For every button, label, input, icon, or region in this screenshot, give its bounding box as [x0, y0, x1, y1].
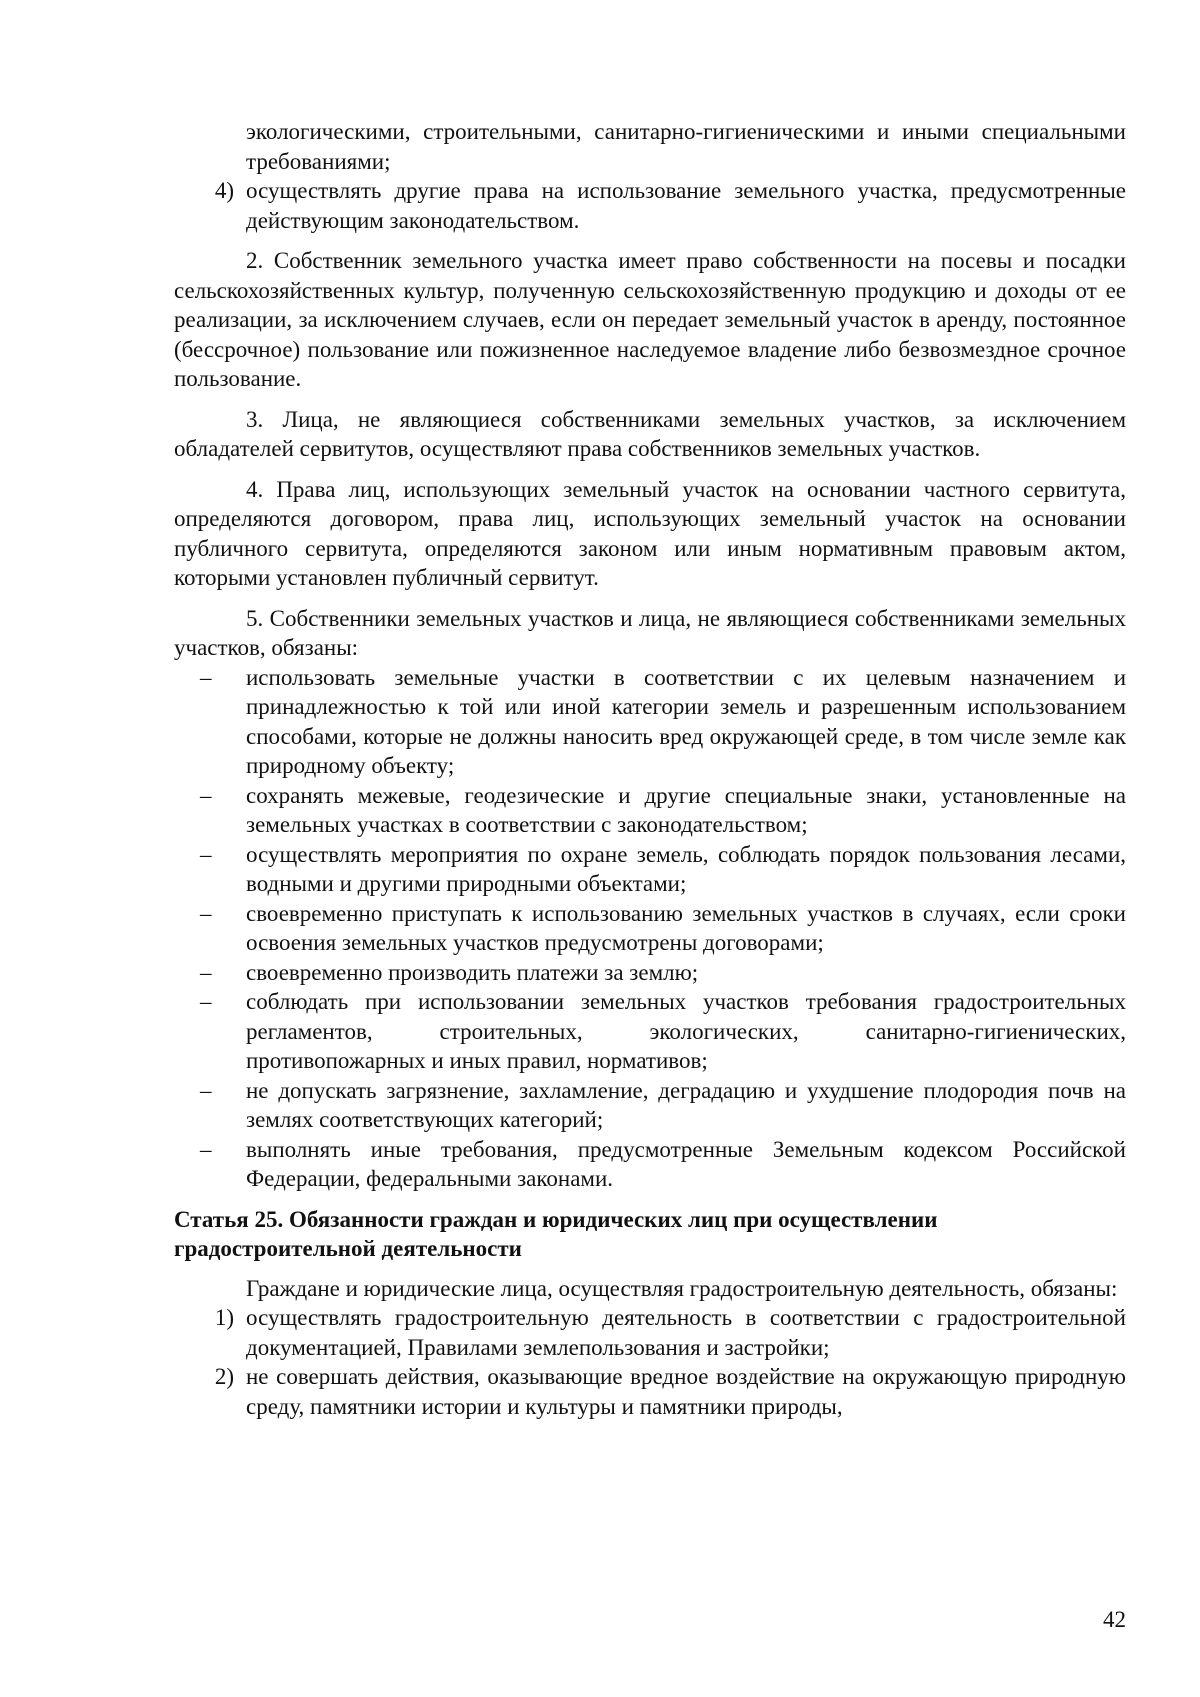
list-marker: 1) [214, 1305, 234, 1330]
dash-marker: – [200, 989, 212, 1014]
dash-marker: – [200, 900, 212, 926]
list-item-text: осуществлять другие права на использование земельного участка, предусмотренные действующим законодательством. [246, 178, 1126, 233]
obligation-item [174, 663, 1126, 781]
page-number: 42 [1103, 1607, 1126, 1632]
paragraph-4 [174, 475, 1126, 593]
dash-marker: – [200, 664, 212, 690]
dash-marker: – [200, 841, 212, 867]
dash-marker: – [200, 782, 212, 808]
obligation-text: своевременно приступать к использованию земельных участков в случаях, если сроки освоения земельных участков предусмотрены договорами; [246, 900, 1126, 955]
list-item-text: не совершать действия, оказывающие вредное воздействие на окружающую природную среду, памятники истории и культуры и памятники природы, [246, 1364, 1126, 1419]
page-content [174, 117, 1126, 1432]
obligation-text: выполнять иные требования, предусмотренные Земельным кодексом Российской Федерации, федеральными законами. [246, 1136, 1126, 1191]
article-25-item-1 [174, 1303, 1126, 1362]
article-25-heading: Статья 25. Обязанности граждан и юридических лиц при осуществлении градостроительной деятельности [174, 1206, 938, 1261]
obligation-text: не допускать загрязнение, захламление, деградацию и ухудшение плодородия почв на землях соответствующих категорий; [246, 1077, 1126, 1132]
dash-marker: – [200, 1077, 212, 1103]
obligation-item [174, 1135, 1126, 1194]
list-item-continuation: экологическими, строительными, санитарно-гигиеническими и иными специальными требованиями; [246, 119, 1126, 174]
list-marker: 2) [214, 1364, 234, 1389]
paragraph-text: 4. Права лиц, использующих земельный участок на основании частного сервитута, определяются договором, права лиц, использующих земельный участок на основании публичного сервитута, определяются законом или иным нормативным правовым актом, которыми установлен публичный сервитут. [174, 476, 1126, 590]
list-item-text: осуществлять градостроительную деятельность в соответствии с градостроительной документацией, Правилами землепользования и застройки; [246, 1305, 1126, 1360]
paragraph-text: 3. Лица, не являющиеся собственниками земельных участков, за исключением обладателей сервитутов, осуществляют права собственников земельных участков. [174, 406, 1126, 461]
paragraph-text: 2. Собственник земельного участка имеет право собственности на посевы и посадки сельскохозяйственных культур, полученную сельскохозяйственную продукцию и доходы от ее реализации, за исключением случаев, если он передает земельный участок в аренду, постоянное (бессрочное) пользование или пожизненное наследуемое владение либо безвозмездное срочное пользование. [174, 248, 1126, 391]
obligation-text: сохранять межевые, геодезические и другие специальные знаки, установленные на земельных участках в соответствии с законодательством; [246, 782, 1126, 837]
dash-marker: – [200, 959, 212, 985]
article-25-item-2 [174, 1362, 1126, 1421]
obligation-item [174, 899, 1126, 958]
obligation-text: использовать земельные участки в соответствии с их целевым назначением и принадлежностью к той или иной категории земель и разрешенным использованием способами, которые не должны наносить вред окружающей среде, в том числе земле как природному объекту; [246, 664, 1126, 778]
paragraph-3 [174, 405, 1126, 464]
intro-list [174, 117, 1126, 235]
article-25-body [174, 1274, 1126, 1422]
obligation-item [174, 781, 1126, 840]
paragraph-2 [174, 246, 1126, 394]
paragraph-text: 5. Собственники земельных участков и лица, не являющиеся собственниками земельных участков, обязаны: [174, 605, 1126, 660]
obligation-item [174, 987, 1126, 1076]
obligation-text: соблюдать при использовании земельных участков требования градостроительных регламентов, строительных, экологических, санитарно-гигиенических, противопожарных и иных правил, нормативов; [246, 989, 1126, 1073]
obligation-item [174, 958, 1126, 988]
paragraph-5 [174, 604, 1126, 1194]
article-25-intro: Граждане и юридические лица, осуществляя градостроительную деятельность, обязаны: [246, 1275, 1118, 1301]
obligation-text: осуществлять мероприятия по охране земель, соблюдать порядок пользования лесами, водными и другими природными объектами; [246, 841, 1126, 896]
obligation-item [174, 1076, 1126, 1135]
list-item-4 [174, 176, 1126, 235]
obligation-item [174, 840, 1126, 899]
list-marker: 4) [214, 178, 234, 203]
obligation-text: своевременно производить платежи за землю; [246, 959, 699, 985]
dash-marker: – [200, 1136, 212, 1162]
